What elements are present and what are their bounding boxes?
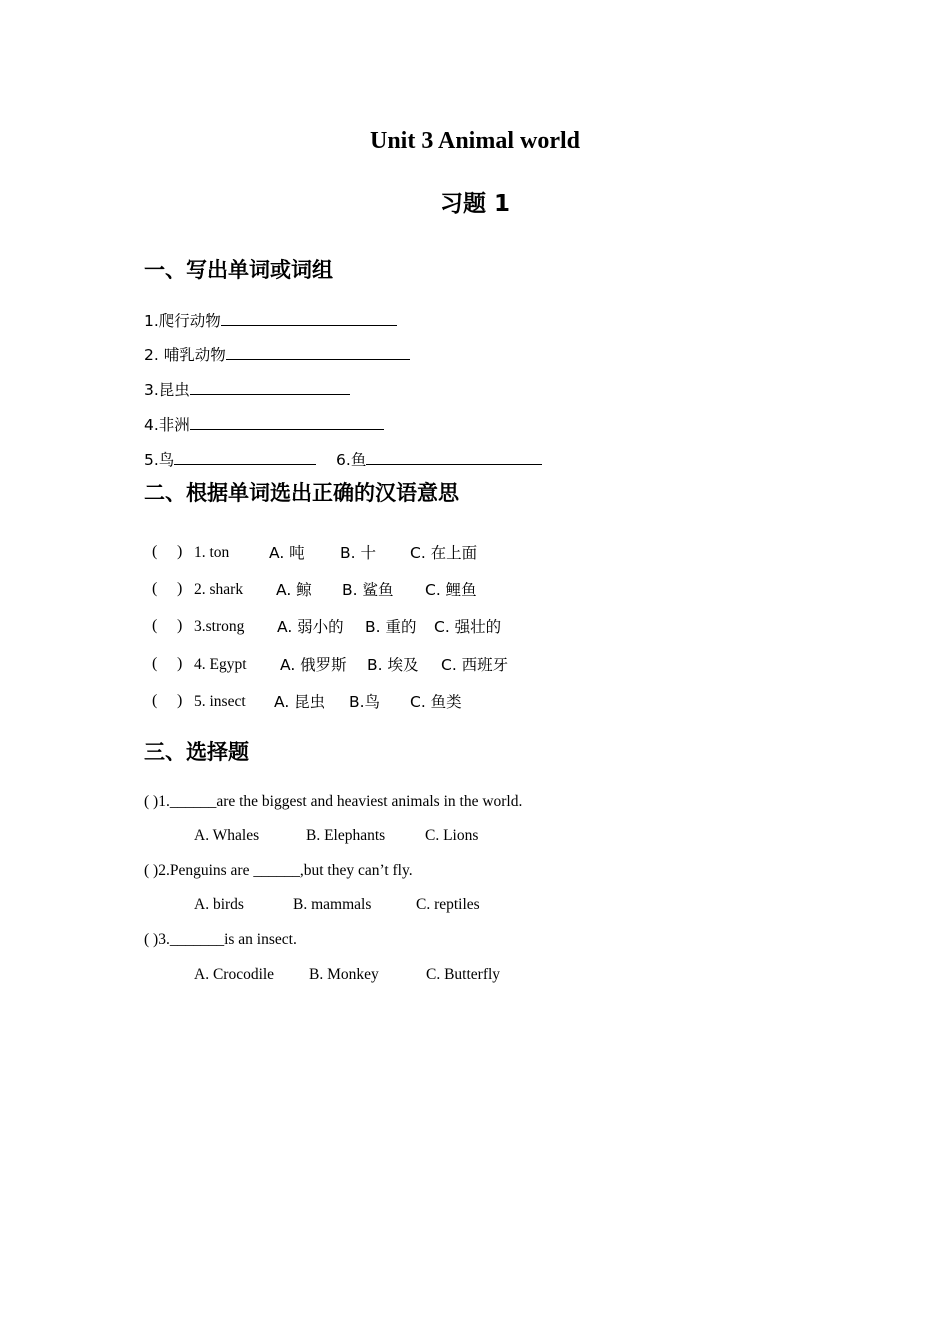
paren-close: ) [177, 617, 183, 634]
option-a[interactable]: A. 昆虫 [274, 693, 326, 711]
answer-blank[interactable] [174, 448, 316, 465]
vocab-item [144, 448, 542, 472]
option-c[interactable]: C. Butterfly [426, 966, 501, 983]
option-a[interactable]: A. 俄罗斯 [280, 656, 347, 674]
vocab-label: 5.鸟 [144, 451, 175, 469]
question-text: ( )3._______is an insect. [144, 931, 297, 948]
vocab-label: 2. 哺乳动物 [144, 346, 226, 364]
option-b[interactable]: B. 十 [340, 544, 376, 562]
option-b[interactable]: B. Elephants [306, 827, 386, 844]
option-a[interactable]: A. birds [194, 896, 244, 913]
option-c[interactable]: C. reptiles [416, 896, 480, 913]
vocab-label: 4.非洲 [144, 416, 190, 434]
option-c[interactable]: C. 在上面 [410, 544, 478, 562]
vocab-item [144, 343, 410, 367]
option-b[interactable]: B. 鲨鱼 [342, 581, 394, 599]
paren-open: ( [152, 692, 158, 709]
option-c[interactable]: C. 强壮的 [434, 618, 502, 636]
question-text: ( )2.Penguins are ______,but they can’t fly. [144, 862, 413, 879]
option-a[interactable]: A. 弱小的 [277, 618, 344, 636]
vocab-item [144, 413, 384, 437]
option-b[interactable]: B. 埃及 [367, 656, 419, 674]
paren-close: ) [177, 655, 183, 672]
answer-blank[interactable] [190, 378, 350, 395]
paren-close: ) [177, 692, 183, 709]
vocab-label: 6.鱼 [336, 451, 367, 469]
vocab-item [144, 309, 397, 333]
page-subtitle: 习题 1 [439, 191, 510, 217]
paren-open: ( [152, 543, 158, 560]
answer-blank[interactable] [226, 343, 410, 360]
option-c[interactable]: C. 鲤鱼 [425, 581, 477, 599]
option-b[interactable]: B. Monkey [309, 966, 379, 983]
answer-blank[interactable] [366, 448, 542, 465]
paren-close: ) [177, 580, 183, 597]
match-word: 1. ton [194, 544, 230, 561]
match-word: 2. shark [194, 581, 244, 598]
match-word: 3.strong [194, 618, 245, 635]
paren-close: ) [177, 543, 183, 560]
match-word: 4. Egypt [194, 656, 247, 673]
option-c[interactable]: C. 西班牙 [441, 656, 509, 674]
vocab-label: 3.昆虫 [144, 381, 190, 399]
vocab-label: 1.爬行动物 [144, 312, 221, 330]
option-b[interactable]: B. mammals [293, 896, 372, 913]
option-c[interactable]: C. 鱼类 [410, 693, 462, 711]
option-a[interactable]: A. 鲸 [276, 581, 312, 599]
section1-heading: 一、写出单词或词组 [144, 258, 333, 282]
option-b[interactable]: B.鸟 [349, 693, 381, 711]
paren-open: ( [152, 655, 158, 672]
option-a[interactable]: A. 吨 [269, 544, 305, 562]
answer-blank[interactable] [221, 309, 397, 326]
page-title: Unit 3 Animal world [369, 128, 581, 154]
match-word: 5. insect [194, 693, 246, 710]
option-b[interactable]: B. 重的 [365, 618, 417, 636]
option-a[interactable]: A. Whales [194, 827, 260, 844]
paren-open: ( [152, 580, 158, 597]
option-c[interactable]: C. Lions [425, 827, 479, 844]
section3-heading: 三、选择题 [144, 740, 249, 764]
section2-heading: 二、根据单词选出正确的汉语意思 [144, 481, 459, 505]
question-text: ( )1.______are the biggest and heaviest animals in the world. [144, 793, 523, 810]
answer-blank[interactable] [190, 413, 384, 430]
vocab-item [144, 378, 350, 402]
option-a[interactable]: A. Crocodile [194, 966, 275, 983]
paren-open: ( [152, 617, 158, 634]
